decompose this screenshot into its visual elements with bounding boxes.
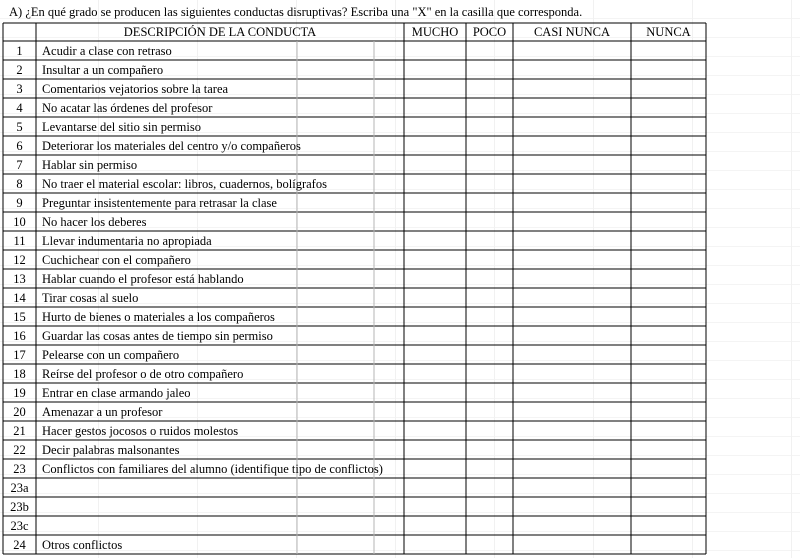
row-description: Amenazar a un profesor	[42, 405, 163, 419]
row-description: Hacer gestos jocosos o ruidos molestos	[42, 424, 239, 438]
row-description: Llevar indumentaria no apropiada	[42, 234, 212, 248]
row-number: 12	[13, 253, 26, 267]
header-description: DESCRIPCIÓN DE LA CONDUCTA	[123, 25, 317, 39]
row-description: No traer el material escolar: libros, cuadernos, bolígrafos	[42, 177, 327, 191]
row-description: Hurto de bienes o materiales a los compañeros	[42, 310, 275, 324]
row-number: 17	[13, 348, 26, 362]
row-number: 23a	[10, 481, 29, 495]
row-number: 3	[16, 82, 23, 96]
row-number: 4	[16, 101, 23, 115]
row-description: Hablar cuando el profesor está hablando	[42, 272, 244, 286]
row-description: No hacer los deberes	[42, 215, 147, 229]
row-number: 15	[13, 310, 26, 324]
row-number: 2	[16, 63, 23, 77]
row-number: 20	[13, 405, 26, 419]
row-number: 23c	[10, 519, 29, 533]
row-number: 24	[13, 538, 26, 552]
row-description: Acudir a clase con retraso	[42, 44, 172, 58]
row-description: Guardar las cosas antes de tiempo sin permiso	[42, 329, 273, 343]
row-description: Pelearse con un compañero	[42, 348, 180, 362]
row-number: 23	[13, 462, 26, 476]
row-description: Preguntar insistentemente para retrasar la clase	[42, 196, 277, 210]
row-number: 18	[13, 367, 26, 381]
row-number: 19	[13, 386, 26, 400]
row-number: 13	[13, 272, 26, 286]
row-number: 16	[13, 329, 26, 343]
row-number: 8	[16, 177, 23, 191]
row-description: Comentarios vejatorios sobre la tarea	[42, 82, 229, 96]
row-number: 6	[16, 139, 23, 153]
row-number: 5	[16, 120, 23, 134]
row-number: 23b	[10, 500, 29, 514]
row-number: 14	[13, 291, 26, 305]
row-description: Levantarse del sitio sin permiso	[42, 120, 201, 134]
row-description: Decir palabras malsonantes	[42, 443, 180, 457]
row-number: 21	[13, 424, 26, 438]
row-description: Conflictos con familiares del alumno (identifique tipo de conflictos)	[42, 462, 383, 476]
row-number: 11	[13, 234, 26, 248]
row-number: 10	[13, 215, 26, 229]
row-description: Otros conflictos	[42, 538, 123, 552]
row-number: 9	[16, 196, 23, 210]
row-description: Tirar cosas al suelo	[42, 291, 139, 305]
header-nunca: NUNCA	[646, 25, 691, 39]
row-description: Insultar a un compañero	[42, 63, 164, 77]
header-casi-nunca: CASI NUNCA	[533, 25, 611, 39]
row-description: Cuchichear con el compañero	[42, 253, 191, 267]
instruction-text: A) ¿En qué grado se producen las siguientes conductas disruptivas? Escriba una "X" en la casilla que corresponda.	[9, 5, 583, 19]
row-number: 7	[16, 158, 23, 172]
header-mucho: MUCHO	[411, 25, 459, 39]
row-description: Deteriorar los materiales del centro y/o compañeros	[42, 139, 301, 153]
row-description: Reírse del profesor o de otro compañero	[42, 367, 244, 381]
row-description: Entrar en clase armando jaleo	[42, 386, 191, 400]
row-number: 1	[16, 44, 23, 58]
row-description: No acatar las órdenes del profesor	[42, 101, 213, 115]
header-poco: POCO	[472, 25, 507, 39]
row-description: Hablar sin permiso	[42, 158, 138, 172]
row-number: 22	[13, 443, 26, 457]
